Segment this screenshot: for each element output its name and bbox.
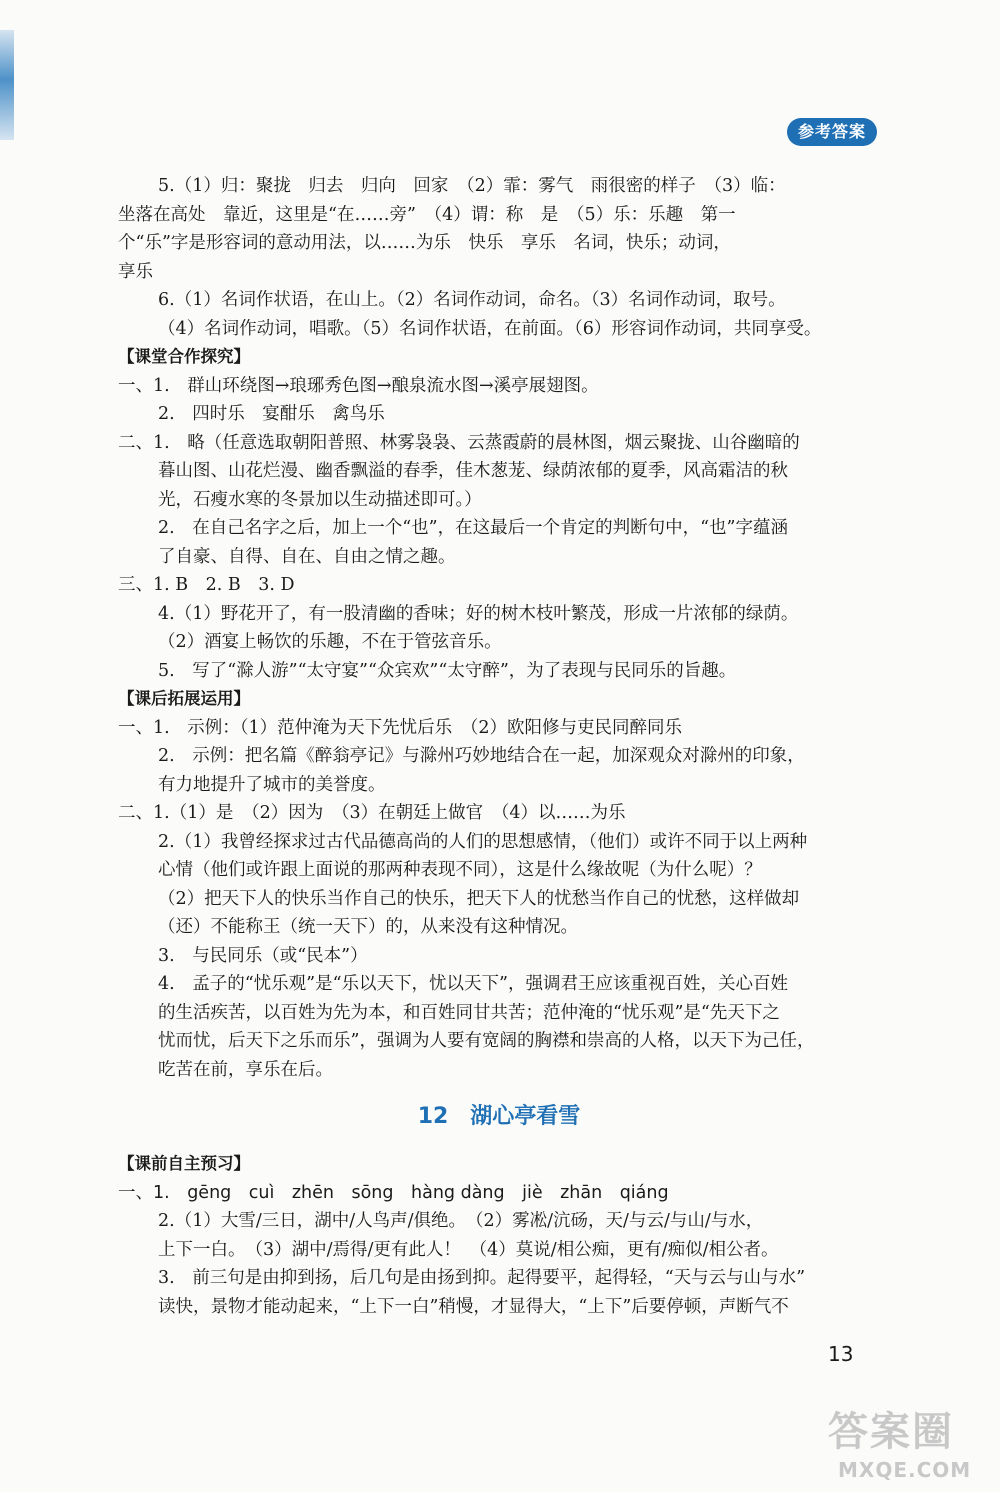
answer-line: 5.（1）归：聚拢 归去 归向 回家 （2）霏：雾气 雨很密的样子 （3）临： (158, 176, 786, 196)
answer-line: 有力地提升了城市的美誉度。 (158, 774, 386, 795)
answer-line: （2）酒宴上畅饮的乐趣，不在于管弦音乐。 (158, 632, 502, 652)
watermark-line2: MXQE.COM (838, 1458, 972, 1482)
answer-line: 暮山图、山花烂漫、幽香飘溢的春季，佳木葱茏、绿荫浓郁的夏季，风高霜洁的秋 (158, 461, 788, 481)
watermark-line1: 答案圈 (828, 1409, 954, 1455)
answer-line: 二、1. 略（任意选取朝阳普照、林雾袅袅、云蒸霞蔚的晨林图，烟云聚拢、山谷幽暗的 (118, 432, 800, 453)
answer-line: 三、1. B 2. B 3. D (118, 575, 295, 595)
answer-line: 4.（1）野花开了，有一股清幽的香味；好的树木枝叶繁茂，形成一片浓郁的绿荫。 (158, 603, 799, 624)
answer-line: 2. 示例：把名篇《醉翁亭记》与滁州巧妙地结合在一起，加深观众对滁州的印象， (158, 746, 805, 766)
answer-line: （4）名词作动词，唱歌。（5）名词作状语，在前面。（6）形容词作动词，共同享受。 (158, 318, 822, 339)
book-spine-edge (0, 30, 14, 140)
watermark (824, 1400, 1000, 1492)
section-heading: 【课后拓展运用】 (118, 689, 250, 708)
answer-line: 2. 四时乐 宴酣乐 禽鸟乐 (158, 404, 385, 424)
answer-line: 6.（1）名词作状语，在山上。（2）名词作动词，命名。（3）名词作动词，取号。 (158, 290, 786, 310)
page-number: 13 (828, 1342, 854, 1366)
answer-line: 的生活疾苦，以百姓为先为本，和百姓同甘共苦；范仲淹的“忧乐观”是“先天下之 (158, 1002, 780, 1023)
answer-line: 光，石瘦水寒的冬景加以生动描述即可。） (158, 489, 482, 510)
answer-line: 二、1.（1）是 （2）因为 （3）在朝廷上做官 （4）以……为乐 (118, 803, 626, 823)
answer-line: 一、1. 群山环绕图→琅琊秀色图→酿泉流水图→溪亭展翅图。 (118, 375, 599, 396)
answer-line: 上下一白。 （3）湖中/焉得/更有此人！ （4）莫说/相公痴，更有/痴似/相公者。 (158, 1239, 779, 1260)
section-heading: 【课前自主预习】 (118, 1154, 250, 1173)
answer-line: 2.（1）我曾经探求过古代品德高尚的人们的思想感情，（他们）或许不同于以上两种 (158, 831, 808, 852)
answer-line: 3. 与民同乐（或“民本”） (158, 945, 368, 966)
answer-line: 5. 写了“滁人游”“太守宴”“众宾欢”“太守醉”，为了表现与民同乐的旨趣。 (158, 660, 737, 681)
answer-line: （还）不能称王（统一天下）的，从来没有这种情况。 (158, 917, 578, 937)
section-heading: 【课堂合作探究】 (118, 347, 250, 366)
answer-line: 读快，景物才能动起来，“上下一白”稍慢，才显得大，“上下”后要停顿，声断气不 (158, 1296, 789, 1317)
section-title: 12 湖心亭看雪 (417, 1104, 581, 1129)
answer-block-1 (118, 172, 880, 1084)
answer-line: 个“乐”字是形容词的意动用法，以……为乐 快乐 享乐 名词，快乐；动词， (118, 233, 731, 253)
answer-line: 了自豪、自得、自在、自由之情之趣。 (158, 546, 456, 567)
answer-line: 一、1. gēng cuì zhēn sōng hàng dàng jiè zhān qiáng (118, 1182, 669, 1203)
answer-line: 3. 前三句是由抑到扬，后几句是由扬到抑。起得要平，起得轻，“天与云与山与水” (158, 1268, 806, 1288)
answer-block-2 (118, 1150, 880, 1321)
reference-answer-tag: 参考答案 (787, 118, 877, 146)
answer-line: 坐落在高处 靠近，这里是“在……旁” （4）谓：称 是 （5）乐：乐趣 第一 (118, 204, 736, 225)
answer-line: 心情（他们或许跟上面说的那两种表现不同），这是什么缘故呢（为什么呢）？ (158, 860, 762, 880)
answer-line: 4. 孟子的“忧乐观”是“乐以天下，忧以天下”，强调君王应该重视百姓，关心百姓 (158, 974, 788, 994)
answer-line: 2. 在自己名字之后，加上一个“也”，在这最后一个肯定的判断句中，“也”字蕴涵 (158, 518, 788, 538)
answer-line: 吃苦在前，享乐在后。 (158, 1059, 333, 1080)
answer-line: 一、1. 示例：（1）范仲淹为天下先忧后乐 （2）欧阳修与吏民同醉同乐 (118, 717, 682, 738)
answer-line: 2.（1）大雪/三日，湖中/人鸟声/俱绝。 （2）雾凇/沆砀，天/与云/与山/与水， (158, 1211, 764, 1231)
answer-line: 忧而忧，后天下之乐而乐”，强调为人要有宽阔的胸襟和崇高的人格，以天下为己任， (158, 1031, 815, 1051)
answer-content (118, 172, 880, 1321)
answer-line: （2）把天下人的快乐当作自己的快乐，把天下人的忧愁当作自己的忧愁，这样做却 (158, 888, 800, 909)
answer-line: 享乐 (118, 261, 153, 282)
